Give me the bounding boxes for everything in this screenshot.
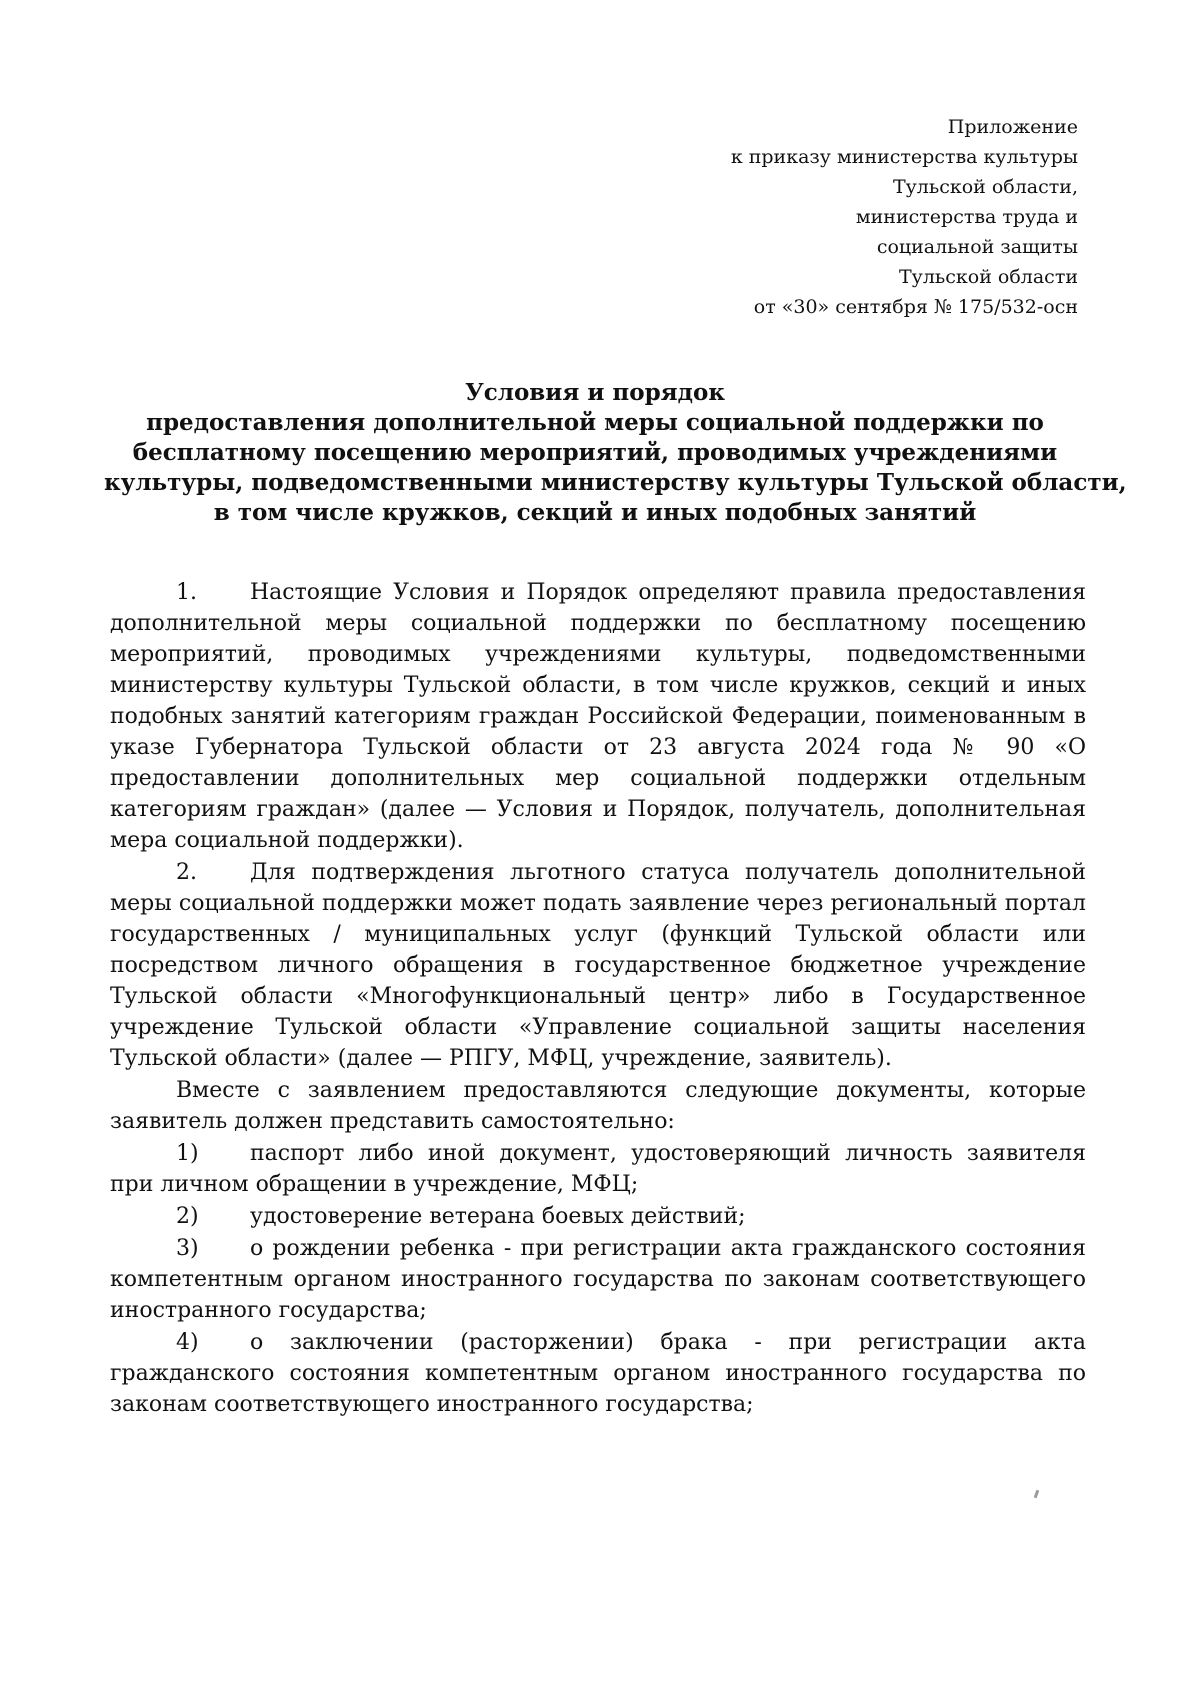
list-item-number: 1) — [176, 1141, 199, 1166]
title-line: бесплатному посещению мероприятий, проводимых учреждениями — [132, 439, 1058, 466]
list-item-number: 4) — [176, 1330, 199, 1355]
title-line: Условия и порядок — [465, 379, 725, 406]
paragraph-number: 1. — [176, 580, 197, 605]
paragraph-text: Для подтверждения льготного статуса получатель дополнительной меры социальной поддержки может подать заявление через региональный портал государственных / муниципальных услуг (функций Тульской области или посредством личного обращения в государственное бюджетное учреждение Тульской области «Многофункциональный центр» либо в Государственное учреждение Тульской области «Управление социальной защиты населения Тульской области» (далее — РПГУ, МФЦ, учреждение, заявитель). — [110, 860, 1086, 1071]
appendix-line: Тульской области — [898, 266, 1078, 288]
list-item — [110, 1138, 1086, 1200]
document-title — [104, 378, 1127, 528]
list-item-text: о заключении (расторжении) брака - при регистрации акта гражданского состояния компетентным органом иностранного государства по законам соответствующего иностранного государства; — [110, 1330, 1086, 1417]
paragraph-text: Вместе с заявлением предоставляются следующие документы, которые заявитель должен представить самостоятельно: — [110, 1078, 1086, 1134]
title-line: предоставления дополнительной меры социальной поддержки по — [146, 409, 1044, 436]
list-item-number: 3) — [176, 1236, 199, 1261]
appendix-line: к приказу министерства культуры — [730, 146, 1078, 168]
appendix-line: Приложение — [947, 116, 1078, 138]
list-item — [110, 1327, 1086, 1420]
list-item — [110, 1201, 1086, 1232]
paragraph-2 — [110, 857, 1086, 1074]
appendix-date-number: от «30» сентября № 175/532-осн — [753, 296, 1078, 318]
paragraph-3 — [110, 1075, 1086, 1137]
paragraph-1 — [110, 577, 1086, 856]
list-item-number: 2) — [176, 1204, 199, 1229]
document-body — [110, 577, 1086, 1421]
list-item — [110, 1233, 1086, 1326]
paragraph-number: 2. — [176, 860, 197, 885]
appendix-line: Тульской области, — [892, 176, 1078, 198]
scan-speck — [1034, 1490, 1040, 1499]
appendix-header — [658, 112, 1078, 322]
appendix-line: министерства труда и — [855, 206, 1078, 228]
appendix-line: социальной защиты — [876, 236, 1078, 258]
list-item-text: удостоверение ветерана боевых действий; — [250, 1204, 746, 1229]
title-line: культуры, подведомственными министерству культуры Тульской области, — [104, 469, 1127, 496]
list-item-text: о рождении ребенка - при регистрации акта гражданского состояния компетентным органом иностранного государства по законам соответствующего иностранного государства; — [110, 1236, 1086, 1323]
paragraph-text: Настоящие Условия и Порядок определяют правила предоставления дополнительной меры социальной поддержки по бесплатному посещению мероприятий, проводимых учреждениями культуры, подведомственными министерству культуры Тульской области, в том числе кружков, секций и иных подобных занятий категориям граждан Российской Федерации, поименованным в указе Губернатора Тульской области от 23 августа 2024 года № 90 «О предоставлении дополнительных мер социальной поддержки отдельным категориям граждан» (далее — Условия и Порядок, получатель, дополнительная мера социальной поддержки). — [110, 580, 1086, 853]
list-item-text: паспорт либо иной документ, удостоверяющий личность заявителя при личном обращении в учреждение, МФЦ; — [110, 1141, 1086, 1197]
title-line: в том числе кружков, секций и иных подобных занятий — [213, 499, 977, 526]
